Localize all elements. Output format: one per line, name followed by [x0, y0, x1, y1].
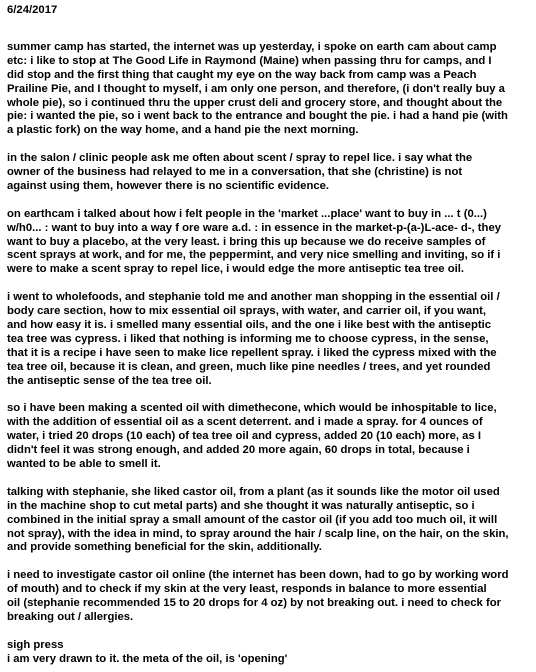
- paragraph-earthcam: on earthcam i talked about how i felt people in the 'market ...place' want to buy in ... t (0...) w/h0... : want to buy into a way f ore ware a.d. : in essence in the market-p-(a-)L-ace- d-, they want to buy a placebo, at the very least. i bring this up because we do receive samples of scent sprays at work, and for me, the peppermint, and very nice smelling and inviting, so if i were to make a scent spray to repel lice, i would edge the more antiseptic tea tree oil.: [7, 207, 502, 276]
- document-page: [7, 4, 532, 667]
- document-date: 6/24/2017: [7, 4, 58, 16]
- paragraph-salon-clinic: in the salon / clinic people ask me often about scent / spray to repel lice. i say what the owner of the business had relayed to me in a conversation, that she (christine) is not against using them, however there is no scientific evidence.: [7, 152, 473, 192]
- paragraph-wholefoods: i went to wholefoods, and stephanie told me and another man shopping in the essential oil / body care section, how to mix essential oil sprays, with water, and carrier oil, if you want, and how easy it is. i smelled many essential oils, and the one i like best with the antiseptic tea tree was cypress. i liked that nothing is informing me to choose cypress, in the sense, that it is a recipe i have seen to make lice repellent spray. i liked the cypress mixed with the tea tree oil, because it is clean, and green, much like pine needles / trees, and yet rounded the antiseptic sense of the tea tree oil.: [7, 291, 500, 387]
- paragraph-investigate: i need to investigate castor oil online (the internet has been down, had to go by working word of mouth) and to check if my skin at the very least, responds in balance to more essential oil (stephanie recommended 15 to 20 drops for 4 oz) by not breaking out. i need to check for breaking out / allergies.: [7, 569, 509, 623]
- paragraph-castor-oil: talking with stephanie, she liked castor oil, from a plant (as it sounds like the motor oil used in the machine shop to cut metal parts) and she thought it was naturally antiseptic, so i combined in the initial spray a small amount of the castor oil (if you add too much oil, it will not spray), with the idea in mind, to spray around the hair / scalp line, on the hair, on the skin, and provide something beneficial for the skin, additionally.: [7, 485, 509, 554]
- paragraph-sigh-press: sigh press i am very drawn to it. the meta of the oil, is 'opening': [7, 638, 288, 665]
- paragraph-scented-oil: so i have been making a scented oil with dimethecone, which would be inhospitable to lice, with the addition of essential oil as a scent deterrent. and i made a spray. for 4 ounces of water, i tried 20 drops (10 each) of tea tree oil and cypress, added 20 (10 each) more, as I didn't feel it was strong enough, and added 20 more again, 60 drops in total, because i wanted to be able to smell it.: [7, 402, 497, 471]
- paragraph-summer-camp: summer camp has started, the internet was up yesterday, i spoke on earth cam about camp etc: i like to stop at The Good Life in Raymond (Maine) when passing thru for camps, and I did stop and the first thing that caught my eye on the way back from camp was a Peach Prailine Pie, and I thought to myself, i am only one person, and therefore, (i don't really buy a whole pie), so i continued thru the upper crust deli and grocery store, and thought about the pie: i wanted the pie, so i went back to the entrance and bought the pie. i had a hand pie (with a plastic fork) on the way home, and a hand pie the next morning.: [7, 40, 508, 137]
